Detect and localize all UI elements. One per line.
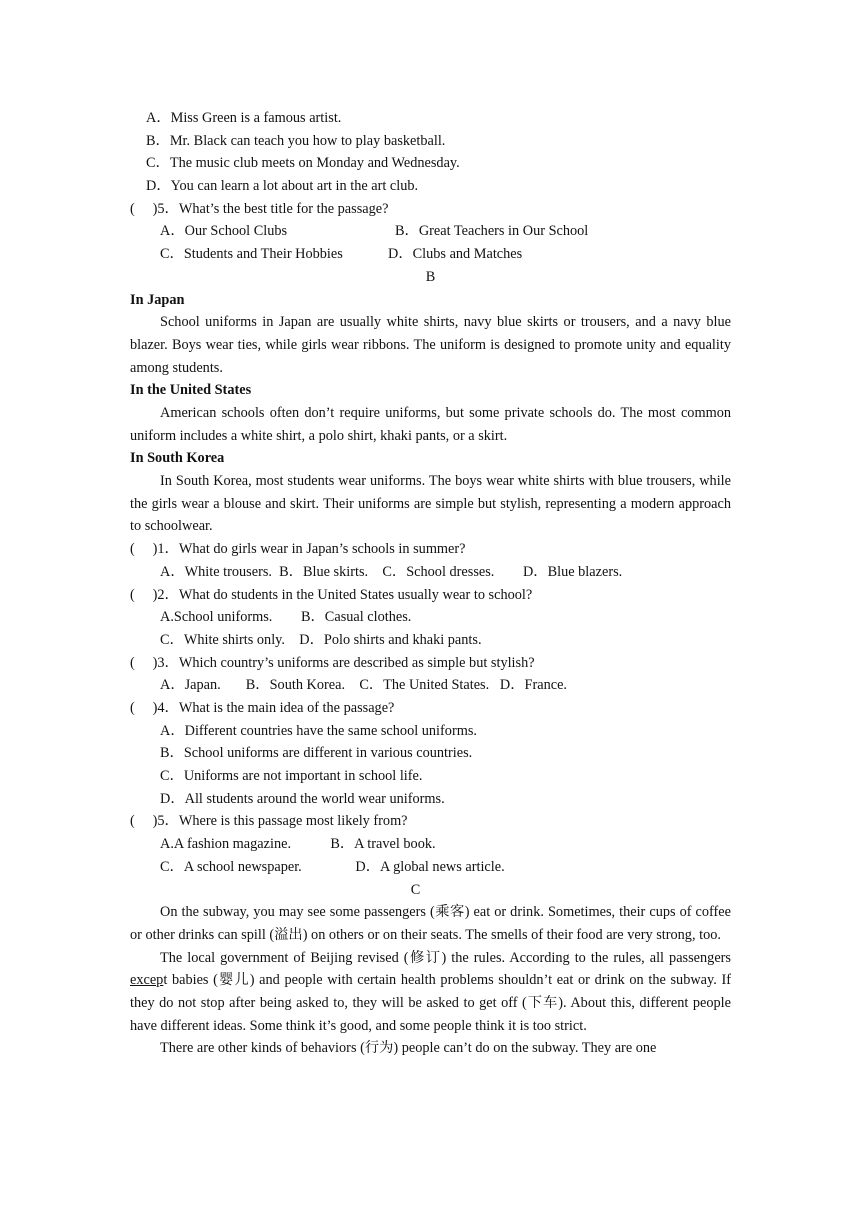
question-b2-stem: ( )2．What do students in the United States usually wear to school? bbox=[130, 586, 533, 603]
question-b4-option-d: D．All students around the world wear uniforms. bbox=[160, 790, 445, 807]
paragraph-japan: School uniforms in Japan are usually white shirts, navy blue skirts or trousers, and a navy blue blazer. Boys wear ties, while girls wear ribbons. The uniform is designed to promote unity and equality among students. bbox=[130, 314, 731, 376]
paragraph-united-states: American schools often don’t require uniforms, but some private schools do. The most common uniform includes a white shirt, a polo shirt, khaki pants, or a skirt. bbox=[130, 404, 731, 444]
paragraph-c-2 bbox=[130, 947, 731, 1038]
question-5-stem: ( )5．What’s the best title for the passage? bbox=[130, 200, 389, 217]
question-b4-option-a: A．Different countries have the same school uniforms. bbox=[160, 722, 477, 739]
question-5-option-b: B．Great Teachers in Our School bbox=[395, 223, 589, 240]
question-b1-options: A．White trousers. B．Blue skirts. C．School dresses. D．Blue blazers. bbox=[160, 563, 623, 580]
passage-b-label: B bbox=[425, 268, 436, 285]
question-4-option-a: A．Miss Green is a famous artist. bbox=[146, 110, 342, 126]
underlined-word: excep bbox=[130, 972, 164, 989]
question-5-option-a: A．Our School Clubs bbox=[160, 223, 288, 240]
question-5-options-row-1 bbox=[130, 220, 731, 243]
question-b4-stem: ( )4．What is the main idea of the passage? bbox=[130, 700, 395, 716]
question-b2-options-row-1: A.School uniforms. B．Casual clothes. bbox=[160, 609, 412, 626]
paragraph-c-2-start: The local government of Beijing revised (修订) the rules. According to the rules, all passengers bbox=[160, 949, 731, 966]
question-5-option-d: D．Clubs and Matches bbox=[388, 246, 523, 263]
heading-japan: In Japan bbox=[130, 291, 185, 308]
heading-united-states: In the United States bbox=[130, 382, 252, 399]
question-b1-stem: ( )1．What do girls wear in Japan’s schools in summer? bbox=[130, 541, 466, 558]
question-b3-options: A．Japan. B．South Korea. C．The United States. D．France. bbox=[160, 677, 567, 694]
document-page bbox=[130, 107, 731, 1060]
question-b2-options-row-2: C．White shirts only. D．Polo shirts and khaki pants. bbox=[160, 631, 482, 648]
question-b4-option-b: B．School uniforms are different in various countries. bbox=[160, 745, 473, 762]
question-5-option-c: C．Students and Their Hobbies bbox=[160, 246, 343, 263]
question-b3-stem: ( )3．Which country’s uniforms are described as simple but stylish? bbox=[130, 654, 535, 671]
question-4-option-d: D．You can learn a lot about art in the art club. bbox=[146, 178, 419, 195]
paragraph-c-3: There are other kinds of behaviors (行为) people can’t do on the subway. They are one bbox=[160, 1040, 657, 1057]
passage-c-label: C bbox=[410, 881, 421, 898]
question-b5-options-row-1: A.A fashion magazine. B．A travel book. bbox=[160, 836, 436, 853]
question-4-option-c: C．The music club meets on Monday and Wednesday. bbox=[146, 155, 460, 172]
question-b5-stem: ( )5．Where is this passage most likely from? bbox=[130, 813, 408, 830]
paragraph-south-korea: In South Korea, most students wear uniforms. The boys wear white shirts with blue trousers, while the girls wear a blouse and skirt. Their uniforms are simple but stylish, representing a modern approach to schoolwear. bbox=[130, 473, 731, 535]
question-5-options-row-2 bbox=[130, 243, 731, 266]
question-4-option-b: B．Mr. Black can teach you how to play basketball. bbox=[146, 132, 446, 149]
question-b5-options-row-2: C．A school newspaper. D．A global news article. bbox=[160, 858, 505, 875]
paragraph-c-2-end: t babies (婴儿) and people with certain health problems shouldn’t eat or drink on the subway. If they do not stop after being asked to, they will be asked to get off (下车). About this, different people have different ideas. Some think it’s good, and some people think it is too strict. bbox=[130, 972, 731, 1034]
question-b4-option-c: C．Uniforms are not important in school life. bbox=[160, 768, 423, 785]
heading-south-korea: In South Korea bbox=[130, 450, 225, 467]
paragraph-c-1: On the subway, you may see some passengers (乘客) eat or drink. Sometimes, their cups of coffee or other drinks can spill (溢出) on others or on their seats. The smells of their food are very strong, too. bbox=[130, 904, 731, 943]
